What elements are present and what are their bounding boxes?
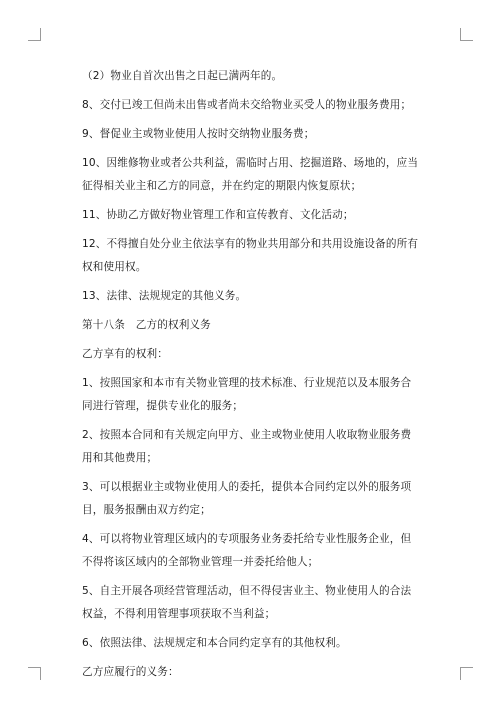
document-body (82, 65, 420, 690)
crop-mark-bottom-right (460, 667, 473, 680)
crop-mark-top-right (460, 28, 473, 41)
paragraph-item-10: 10、因维修物业或者公共利益，需临时占用、挖掘道路、场地的，应当征得相关业主和乙方的同意，并在约定的期限内恢复原状； (82, 157, 419, 192)
rights-item-3: 3、可以根据业主或物业使用人的委托，提供本合同约定以外的服务项目，服务报酬由双方约定； (82, 481, 412, 516)
rights-item-5: 5、自主开展各项经营管理活动，但不得侵害业主、物业使用人的合法权益，不得利用管理事项获取不当利益； (82, 585, 412, 620)
subheading-rights: 乙方享有的权利： (82, 348, 168, 360)
rights-item-6: 6、依照法律、法规规定和本合同约定享有的其他权利。 (82, 637, 347, 649)
paragraph-item-9: 9、督促业主或物业使用人按时交纳物业服务费； (82, 128, 315, 140)
paragraph-item-12: 12、不得擅自处分业主依法享有的物业共用部分和共用设施设备的所有权和使用权。 (82, 238, 419, 273)
rights-item-4: 4、可以将物业管理区域内的专项服务业务委托给专业性服务企业，但不得将该区域内的全部物业管理一并委托给他人； (82, 533, 412, 568)
crop-mark-top-left (28, 28, 41, 41)
section-heading-article-18: 第十八条 乙方的权利义务 (82, 319, 211, 331)
crop-mark-bottom-left (28, 667, 41, 680)
rights-item-2: 2、按照本合同和有关规定向甲方、业主或物业使用人收取物业服务费用和其他费用； (82, 429, 412, 464)
paragraph-item-8: 8、交付已竣工但尚未出售或者尚未交给物业买受人的物业服务费用； (82, 99, 412, 111)
paragraph-item-13: 13、法律、法规规定的其他义务。 (82, 290, 247, 302)
rights-item-1: 1、按照国家和本市有关物业管理的技术标准、行业规范以及本服务合同进行管理，提供专业化的服务； (82, 377, 412, 412)
paragraph-sale-condition: （2）物业自首次出售之日起已满两年的。 (82, 70, 283, 82)
paragraph-item-11: 11、协助乙方做好物业管理工作和宣传教育、文化活动； (82, 209, 354, 221)
subheading-obligations: 乙方应履行的义务： (82, 666, 179, 678)
